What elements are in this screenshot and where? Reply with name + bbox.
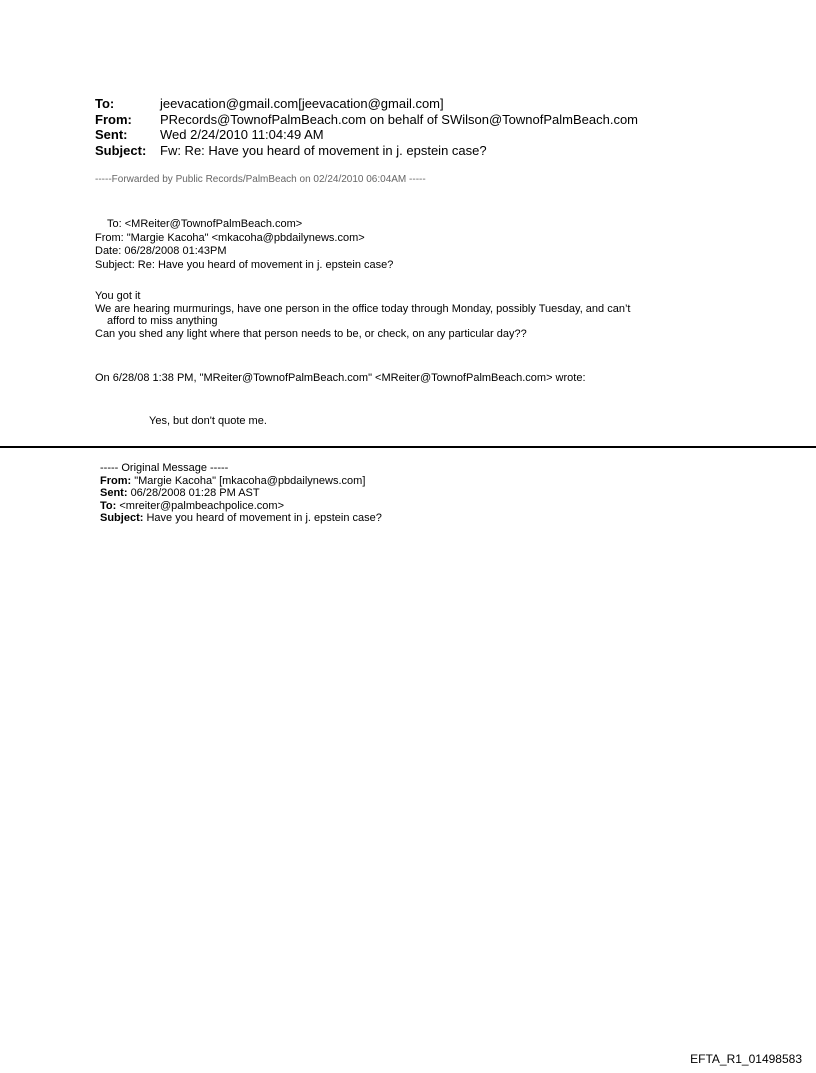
header-from-value: PRecords@TownofPalmBeach.com on behalf of SWilson@TownofPalmBeach.com	[160, 111, 638, 127]
header-to-value: jeevacation@gmail.com[jeevacation@gmail.com]	[160, 96, 444, 111]
original-to-label: To:	[100, 499, 117, 512]
original-subject-row	[100, 512, 382, 525]
header-to-label: To:	[95, 96, 115, 111]
body-line-1: You got it	[95, 290, 141, 302]
original-from-row	[100, 475, 382, 488]
original-to-row	[100, 500, 382, 513]
forwarded-to: To: <MReiter@TownofPalmBeach.com>	[107, 218, 303, 230]
header-subject-label: Subject:	[95, 142, 147, 158]
body-line-2: We are hearing murmurings, have one person in the office today through Monday, possibly Tuesday, and can’t	[95, 302, 631, 315]
original-to-value: <mreiter@palmbeachpolice.com>	[119, 499, 284, 512]
forwarded-subject: Subject: Re: Have you heard of movement in j. epstein case?	[95, 258, 394, 271]
original-from-value: "Margie Kacoha" [mkacoha@pbdailynews.com]	[134, 474, 366, 487]
original-message-title: ----- Original Message -----	[100, 462, 229, 474]
original-sent-value: 06/28/2008 01:28 PM AST	[130, 487, 260, 499]
forwarded-headers	[95, 218, 393, 272]
header-from-row	[95, 112, 638, 128]
original-message	[100, 462, 382, 525]
forwarded-by-line: -----Forwarded by Public Records/PalmBeach on 02/24/2010 06:04AM -----	[95, 174, 426, 185]
header-to-row	[95, 96, 638, 112]
reply-attribution: On 6/28/08 1:38 PM, "MReiter@TownofPalmBeach.com" <MReiter@TownofPalmBeach.com> wrote:	[95, 372, 586, 384]
header-sent-label: Sent:	[95, 127, 128, 142]
header-sent-row	[95, 127, 638, 143]
document-id: EFTA_R1_01498583	[690, 1052, 802, 1066]
divider	[0, 446, 816, 448]
original-subject-label: Subject:	[100, 512, 144, 524]
original-from-label: From:	[100, 474, 132, 487]
forwarded-from: From: "Margie Kacoha" <mkacoha@pbdailynews.com>	[95, 231, 365, 244]
header-from-label: From:	[95, 111, 132, 127]
body-line-3: afford to miss anything	[107, 315, 218, 327]
email-header	[95, 96, 638, 158]
header-sent-value: Wed 2/24/2010 11:04:49 AM	[160, 127, 324, 142]
body-line-4: Can you shed any light where that person needs to be, or check, on any particular day??	[95, 327, 527, 340]
forwarded-date: Date: 06/28/2008 01:43PM	[95, 245, 227, 257]
quoted-reply: Yes, but don't quote me.	[149, 415, 267, 427]
message-body	[95, 290, 630, 340]
original-subject-value: Have you heard of movement in j. epstein case?	[146, 512, 382, 524]
header-subject-row	[95, 143, 638, 159]
original-sent-row	[100, 487, 382, 500]
original-sent-label: Sent:	[100, 487, 128, 499]
header-subject-value: Fw: Re: Have you heard of movement in j. epstein case?	[160, 142, 487, 158]
